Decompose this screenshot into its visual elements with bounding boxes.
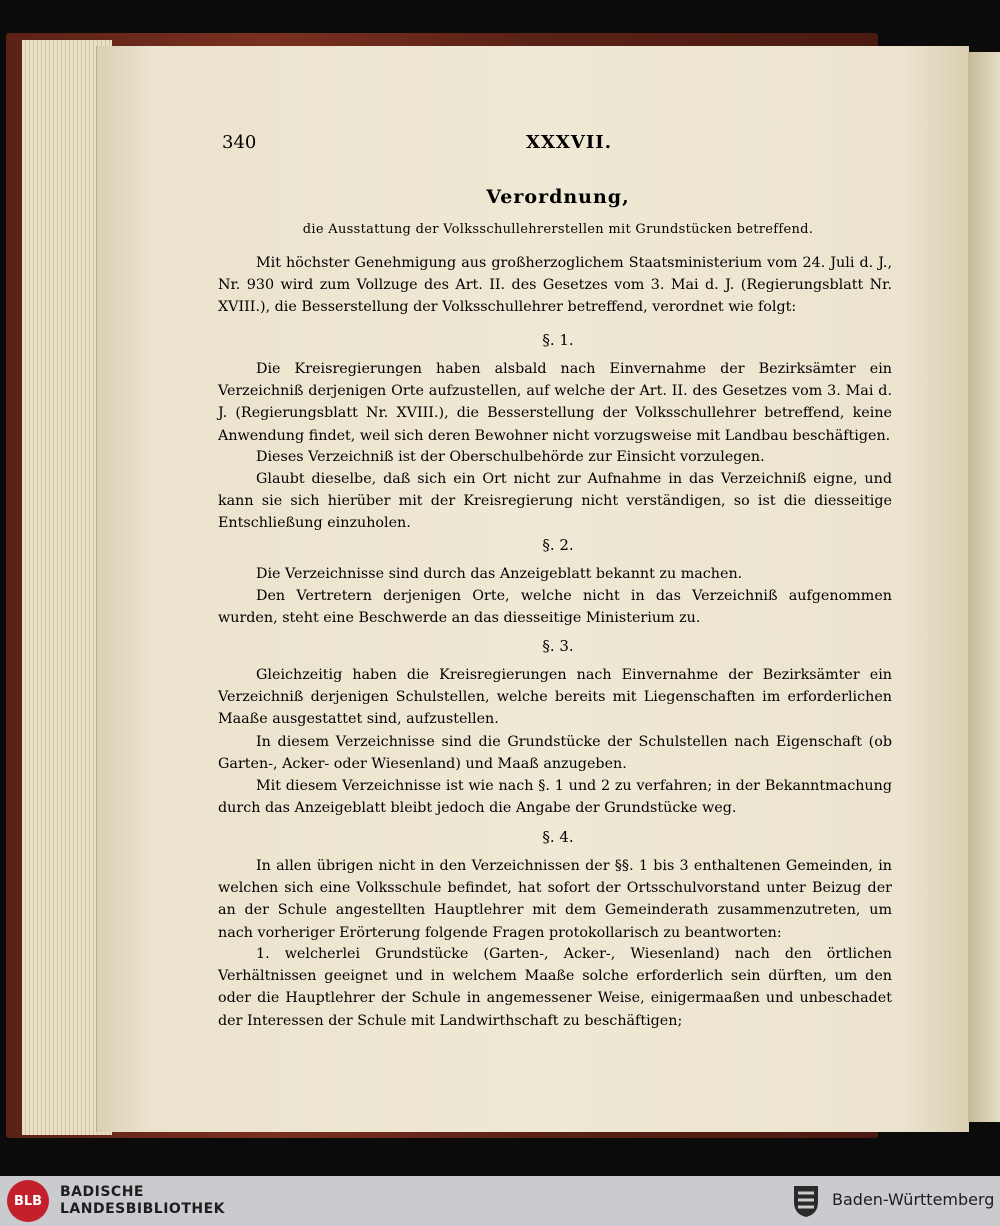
section-3-paragraph-2: In diesem Verzeichnisse sind die Grundstücke der Schulstellen nach Eigenschaft (ob Garten-, Acker- oder Wiesenland) und Maaß anzugeben. — [218, 734, 892, 773]
section-3-paragraph-1: Gleichzeitig haben die Kreisregierungen nach Einvernahme der Bezirksämter ein Verzeichniß derjenigen Schulstellen, welche bereits mit Liegenschaften im erforderlichen Maaße ausgestattet sind, aufzustellen. — [218, 667, 892, 728]
section-2-paragraph-1: Die Verzeichnisse sind durch das Anzeigeblatt bekannt zu machen. — [256, 566, 743, 582]
section-heading-4: §. 4. — [542, 828, 574, 846]
section-1-paragraph-1: Die Kreisregierungen haben alsbald nach Einvernahme der Bezirksämter ein Verzeichniß derjenigen Orte aufzustellen, auf welche der Art. II. des Gesetzes vom 3. Mai d. J. (Regierungsblatt Nr. XVIII.), die Besserstellung der Volksschullehrer betreffend, keine Anwendung findet, weil sich deren Bewohner nicht vorzugsweise mit Landbau beschäftigen. — [218, 361, 892, 444]
section-2-paragraph-2: Den Vertretern derjenigen Orte, welche nicht in das Verzeichniß aufgenommen wurden, steht eine Beschwerde an das diesseitige Ministerium zu. — [218, 588, 892, 627]
footer-bar — [0, 1176, 1000, 1226]
library-name[interactable] — [60, 1184, 225, 1218]
coat-of-arms-icon — [792, 1184, 820, 1218]
running-head — [0, 132, 1000, 162]
section-heading-2: §. 2. — [542, 536, 574, 554]
section-heading-1: §. 1. — [542, 331, 574, 349]
section-heading-3: §. 3. — [542, 637, 574, 655]
section-4-paragraph-1: In allen übrigen nicht in den Verzeichnissen der §§. 1 bis 3 enthaltenen Gemeinden, in welchen sich eine Volksschule befindet, hat sofort der Ortsschulvorstand unter Beizug der an der Schule angestellten Hauptlehrer mit dem Gemeinderath zusammenzutreten, um nach vorheriger Erörterung folgende Fragen protokollarisch zu beantworten: — [218, 858, 892, 941]
section-number: XXXVII. — [526, 132, 612, 153]
page-number: 340 — [222, 132, 257, 153]
section-1-paragraph-2: Dieses Verzeichniß ist der Oberschulbehörde zur Einsicht vorzulegen. — [256, 449, 765, 465]
library-name-line-2: LANDESBIBLIOTHEK — [60, 1201, 226, 1217]
document-title: Verordnung, — [486, 186, 630, 208]
intro-paragraph: Mit höchster Genehmigung aus großherzoglichem Staatsministerium vom 24. Juli d. J., Nr. 930 wird zum Vollzuge des Art. II. des Gesetzes vom 3. Mai d. J. (Regierungsblatt Nr. XVIII.), die Besserstellung der Volksschullehrer betreffend, verordnet wie folgt: — [218, 255, 892, 316]
section-1-paragraph-3: Glaubt dieselbe, daß sich ein Ort nicht zur Aufnahme in das Verzeichniß eigne, und kann sie sich hierüber mit der Kreisregierung nicht verständigen, so ist die diesseitige Entschließung einzuholen. — [218, 471, 892, 532]
document-subtitle: die Ausstattung der Volksschullehrerstellen mit Grundstücken betreffend. — [302, 222, 814, 237]
blb-logo[interactable]: BLB — [7, 1180, 49, 1222]
section-4-item-1: 1. welcherlei Grundstücke (Garten-, Acker-, Wiesenland) nach den örtlichen Verhältnissen geeignet und in welchem Maaße solche erforderlich sein dürften, um den oder die Hauptlehrer der Schule in angemessener Weise, einigermaaßen und unbeschadet der Interessen der Schule mit Landwirthschaft zu beschäftigen; — [218, 946, 892, 1029]
next-page-edge — [968, 52, 1000, 1122]
section-3-paragraph-3: Mit diesem Verzeichnisse ist wie nach §. 1 und 2 zu verfahren; in der Bekanntmachung durch das Anzeigeblatt bleibt jedoch die Angabe der Grundstücke weg. — [218, 778, 892, 817]
state-name[interactable]: Baden-Württemberg — [832, 1190, 995, 1209]
library-name-line-1: BADISCHE — [60, 1184, 144, 1200]
